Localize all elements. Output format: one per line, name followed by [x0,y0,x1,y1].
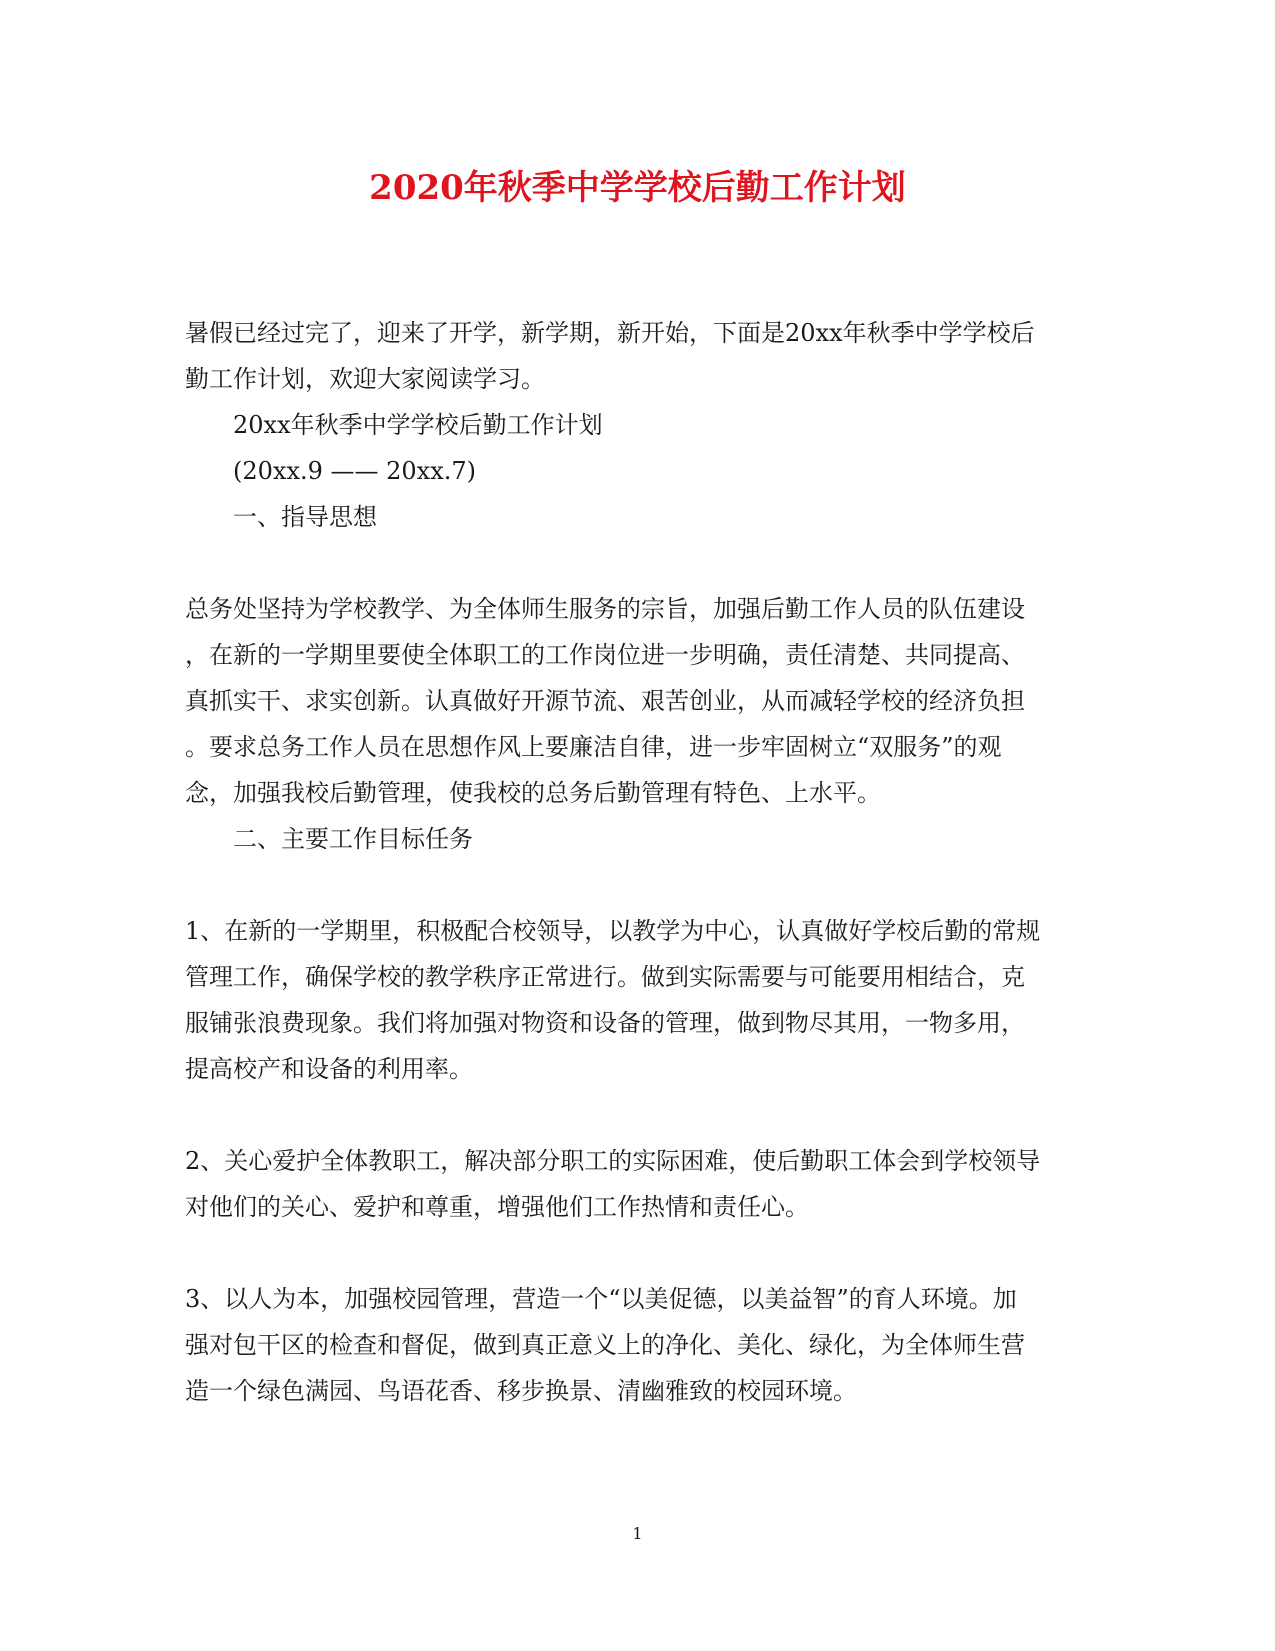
paragraph-line: 提高校产和设备的利用率。 [185,1055,473,1083]
paragraph-line: 服铺张浪费现象。我们将加强对物资和设备的管理，做到物尽其用，一物多用， [185,1009,1025,1037]
document-title: 2020年秋季中学学校后勤工作计划 [369,168,906,208]
plan-subtitle: 20xx年秋季中学学校后勤工作计划 [233,411,603,439]
paragraph-line: 总务处坚持为学校教学、为全体师生服务的宗旨，加强后勤工作人员的队伍建设 [185,595,1025,623]
guiding-ideology-paragraph [185,586,1090,816]
paragraph-line: 1、在新的一学期里，积极配合校领导，以教学为中心，认真做好学校后勤的常规 [185,917,1041,945]
goal-item-1 [185,908,1090,1092]
plan-period: (20xx.9 —— 20xx.7) [233,457,476,485]
paragraph-line: 真抓实干、求实创新。认真做好开源节流、艰苦创业，从而减轻学校的经济负担 [185,687,1025,715]
section-heading-guiding-ideology: 一、指导思想 [233,503,377,531]
paragraph-line: 暑假已经过完了，迎来了开学，新学期，新开始，下面是20xx年秋季中学学校后 [185,319,1035,347]
paragraph-line: 念，加强我校后勤管理，使我校的总务后勤管理有特色、上水平。 [185,779,881,807]
document-body [185,310,1090,1414]
paragraph-line: 勤工作计划，欢迎大家阅读学习。 [185,365,545,393]
intro-paragraph [185,310,1090,402]
goal-item-2 [185,1138,1090,1230]
paragraph-line: 3、以人为本，加强校园管理，营造一个“以美促德，以美益智”的育人环境。加 [185,1285,1017,1313]
paragraph-line: 对他们的关心、爱护和尊重，增强他们工作热情和责任心。 [185,1193,809,1221]
paragraph-line: 造一个绿色满园、鸟语花香、移步换景、清幽雅致的校园环境。 [185,1377,857,1405]
section-heading-main-goals: 二、主要工作目标任务 [233,825,473,853]
paragraph-line: 强对包干区的检查和督促，做到真正意义上的净化、美化、绿化，为全体师生营 [185,1331,1025,1359]
goal-item-3 [185,1276,1090,1414]
page-number: 1 [632,1524,643,1543]
paragraph-line: 管理工作，确保学校的教学秩序正常进行。做到实际需要与可能要用相结合，克 [185,963,1025,991]
paragraph-line: 2、关心爱护全体教职工，解决部分职工的实际困难，使后勤职工体会到学校领导 [185,1147,1041,1175]
paragraph-line: 。要求总务工作人员在思想作风上要廉洁自律，进一步牢固树立“双服务”的观 [185,733,1002,761]
paragraph-line: ，在新的一学期里要使全体职工的工作岗位进一步明确，责任清楚、共同提高、 [185,641,1025,669]
